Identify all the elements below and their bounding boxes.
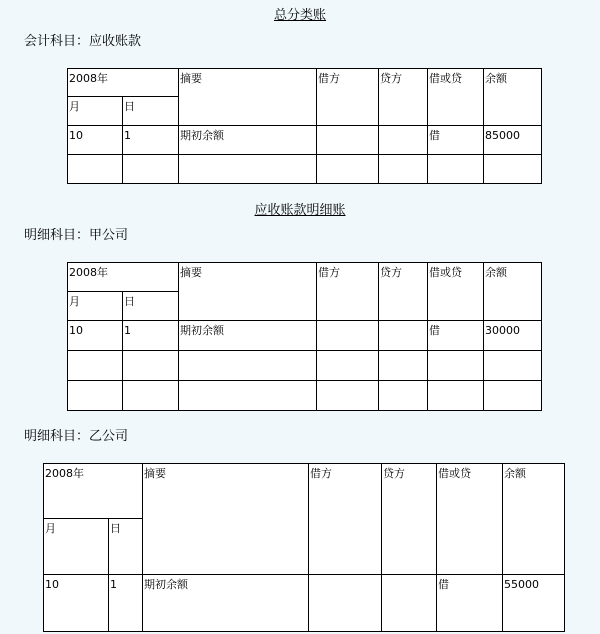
cell-month: 10 (68, 126, 123, 155)
table-row-empty (68, 155, 542, 184)
cell-balance: 30000 (484, 321, 542, 351)
cell-summary: 期初余额 (143, 575, 309, 632)
cell-summary: 期初余额 (179, 321, 317, 351)
ledger-b-table (43, 463, 565, 632)
header-month: 月 (44, 519, 109, 575)
header-debit: 借方 (317, 69, 379, 126)
ledger-a-table (67, 262, 542, 411)
cell-day: 1 (109, 575, 143, 632)
general-ledger-title: 总分类账 (273, 8, 326, 23)
cell-summary: 期初余额 (179, 126, 317, 155)
cell-debit (317, 126, 379, 155)
header-debit: 借方 (317, 263, 379, 321)
header-year: 2008年 (68, 69, 179, 97)
cell-debit (309, 575, 382, 632)
header-summary: 摘要 (143, 464, 309, 575)
cell-direction: 借 (428, 321, 484, 351)
cell-day: 1 (123, 126, 179, 155)
cell-month: 10 (68, 321, 123, 351)
header-year: 2008年 (44, 464, 143, 519)
header-credit: 贷方 (379, 69, 428, 126)
ledger-b-subject: 明细科目：乙公司 (24, 429, 129, 444)
cell-month: 10 (44, 575, 109, 632)
cell-balance: 55000 (503, 575, 565, 632)
header-direction: 借或贷 (428, 263, 484, 321)
subsidiary-ledger-title: 应收账款明细账 (254, 203, 346, 218)
table-row-empty (68, 381, 542, 411)
table-row-empty (68, 351, 542, 381)
header-summary: 摘要 (179, 263, 317, 321)
header-balance: 余额 (503, 464, 565, 575)
cell-direction: 借 (437, 575, 503, 632)
cell-credit (379, 321, 428, 351)
table-row (68, 126, 542, 155)
header-year: 2008年 (68, 263, 179, 292)
cell-direction: 借 (428, 126, 484, 155)
general-ledger-subject: 会计科目：应收账款 (24, 34, 142, 49)
header-direction: 借或贷 (428, 69, 484, 126)
header-direction: 借或贷 (437, 464, 503, 575)
header-balance: 余额 (484, 263, 542, 321)
cell-debit (317, 321, 379, 351)
header-credit: 贷方 (379, 263, 428, 321)
ledger-a-subject: 明细科目：甲公司 (24, 228, 129, 243)
cell-credit (379, 126, 428, 155)
table-row (68, 321, 542, 351)
header-month: 月 (68, 292, 123, 321)
header-debit: 借方 (309, 464, 382, 575)
header-summary: 摘要 (179, 69, 317, 126)
header-month: 月 (68, 97, 123, 126)
cell-credit (382, 575, 437, 632)
header-day: 日 (123, 292, 179, 321)
header-day: 日 (123, 97, 179, 126)
header-balance: 余额 (484, 69, 542, 126)
header-credit: 贷方 (382, 464, 437, 575)
header-day: 日 (109, 519, 143, 575)
cell-day: 1 (123, 321, 179, 351)
table-row (44, 575, 565, 632)
general-ledger-table (67, 68, 542, 184)
cell-balance: 85000 (484, 126, 542, 155)
